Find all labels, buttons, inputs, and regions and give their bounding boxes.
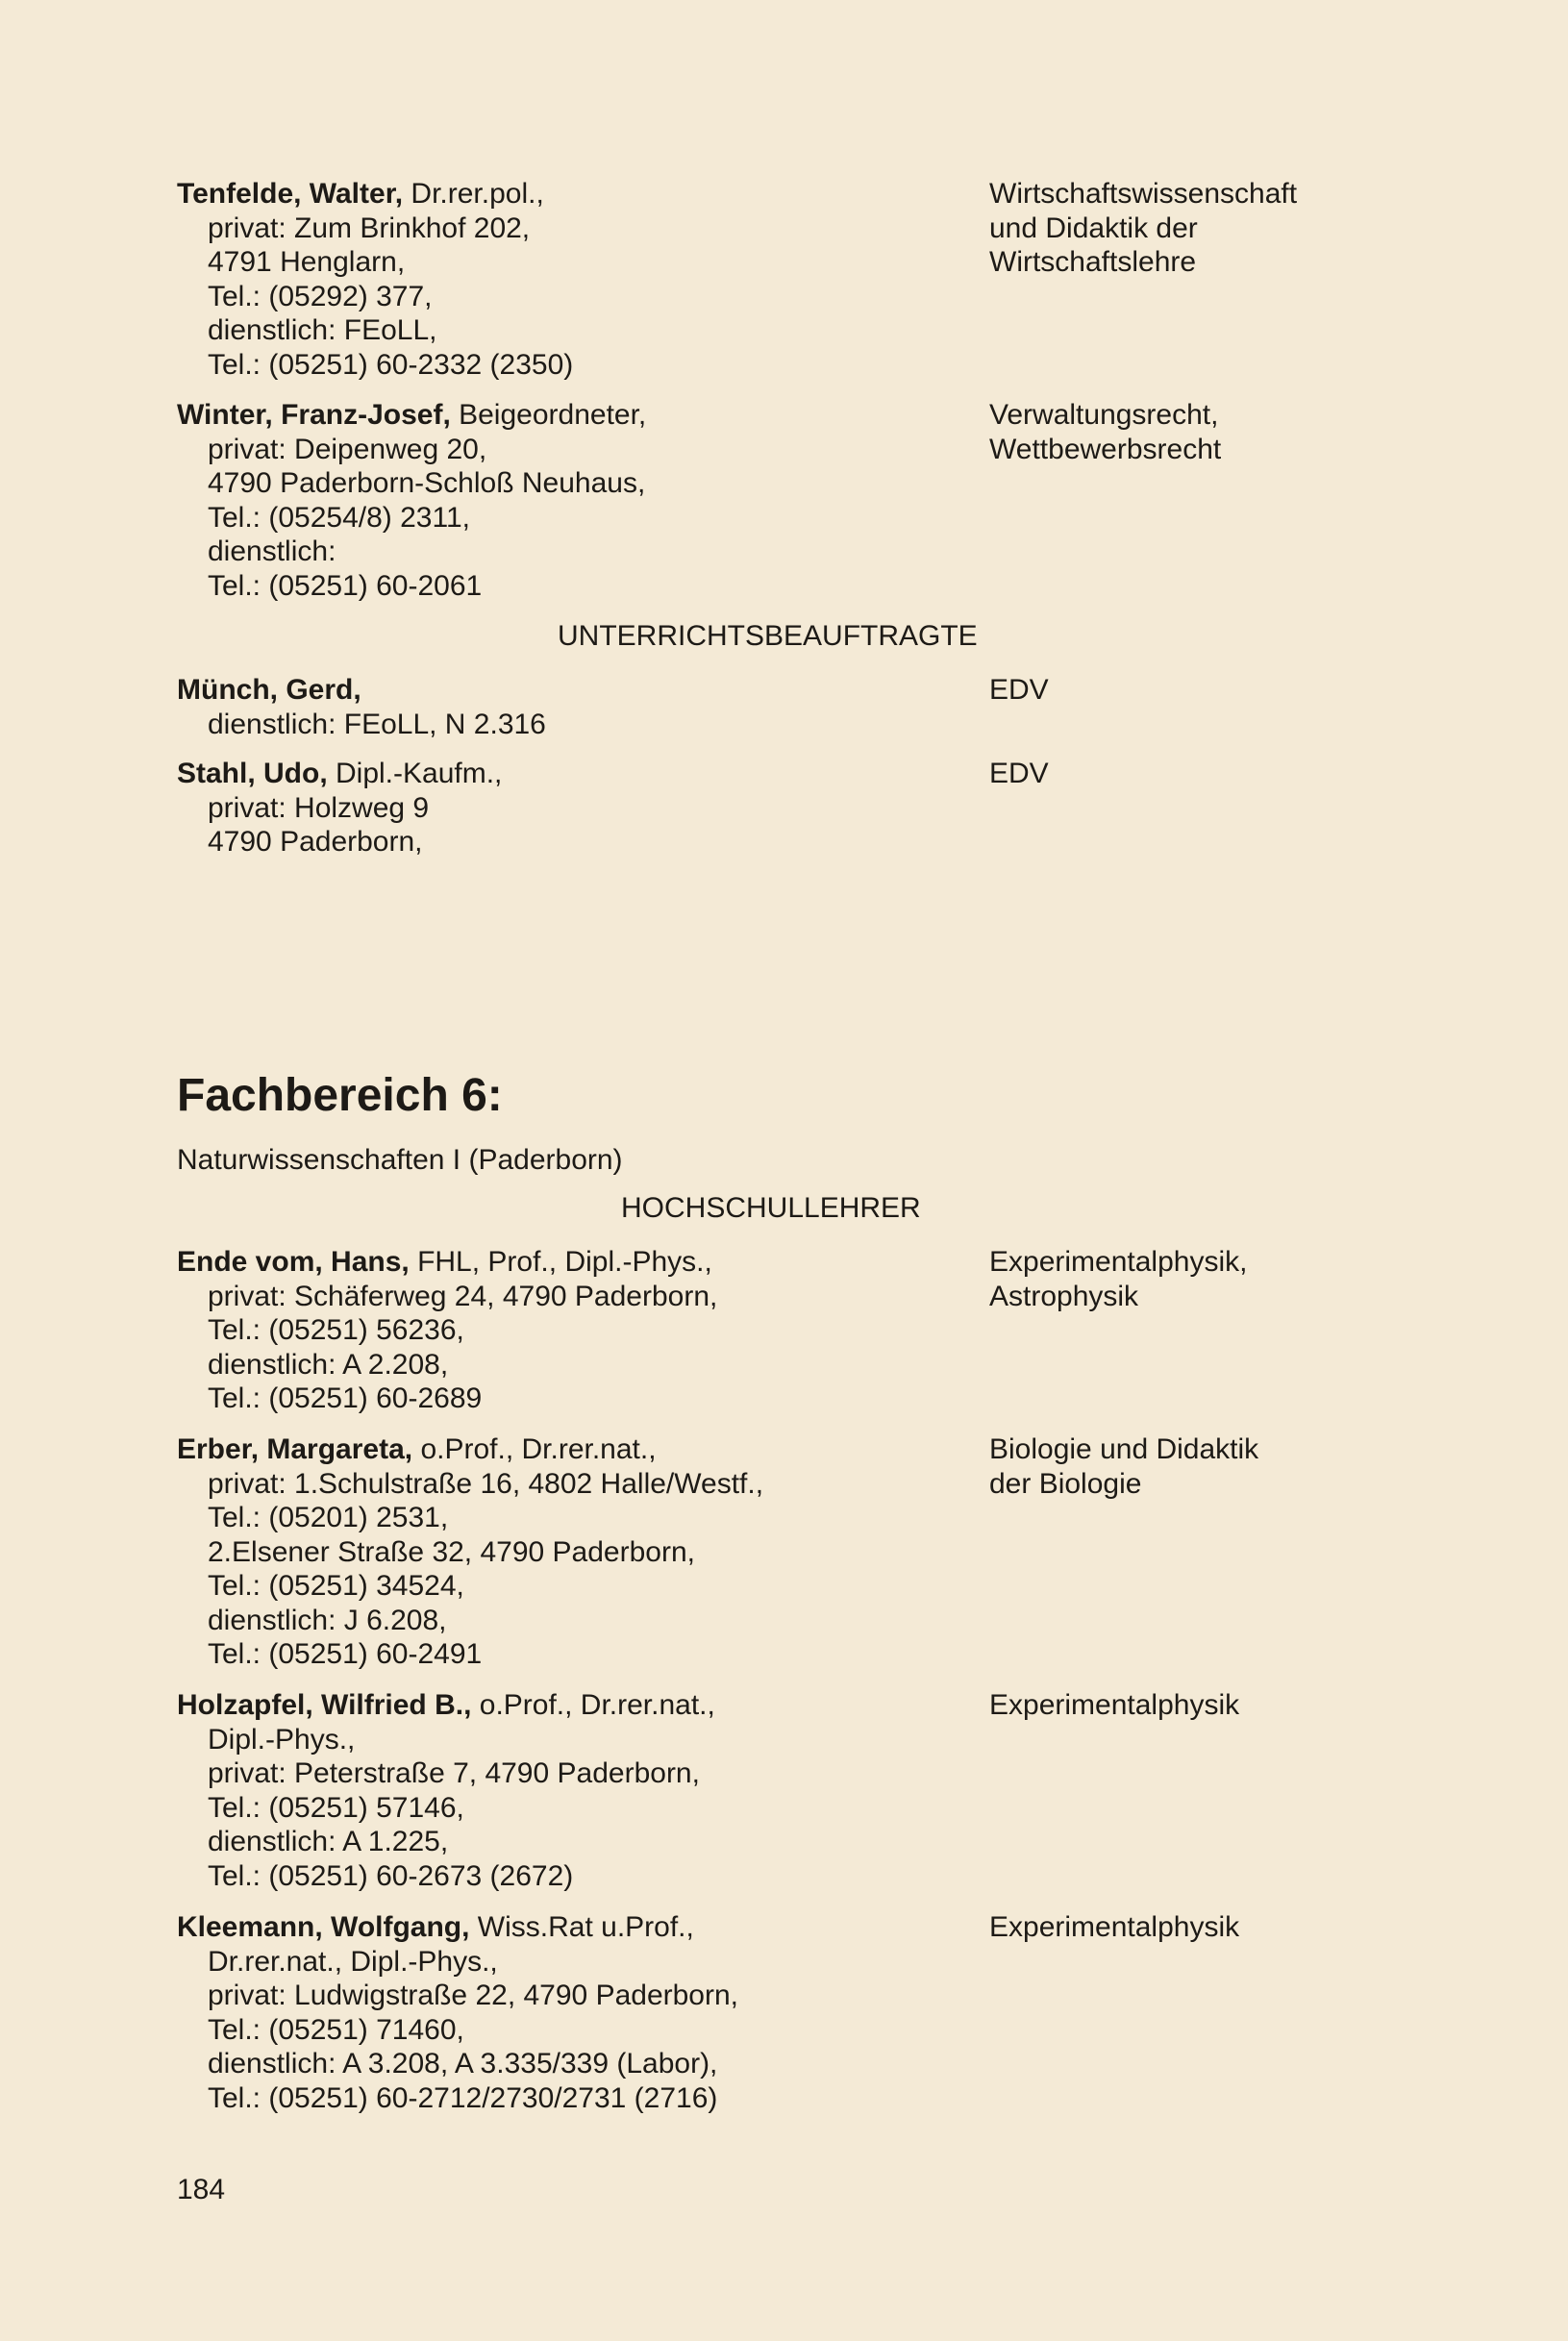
entry-line: Dipl.-Phys., — [208, 1723, 356, 1756]
entry-line: Tel.: (05292) 377, — [208, 280, 433, 312]
entry-name-line — [177, 673, 965, 708]
subject-line: EDV — [989, 758, 1049, 789]
entry-line: 4790 Paderborn, — [208, 826, 423, 858]
entry-line: Dr.rer.nat., Dipl.-Phys., — [208, 1945, 498, 1978]
entry-line: dienstlich: J 6.208, — [208, 1604, 447, 1636]
subject-line: Biologie und Didaktik — [989, 1433, 1259, 1465]
subject-line: Experimentalphysik — [989, 1911, 1240, 1943]
entry-name: Tenfelde, Walter, — [177, 178, 404, 210]
entry-line: 4790 Paderborn-Schloß Neuhaus, — [208, 467, 646, 499]
entry-name: Ende vom, Hans, — [177, 1246, 410, 1278]
entry-line: dienstlich: FEoLL, N 2.316 — [208, 708, 546, 740]
entry-title: o.Prof., Dr.rer.nat., — [412, 1433, 657, 1465]
entry-line: Tel.: (05251) 60-2491 — [208, 1638, 483, 1670]
entry-line: Tel.: (05251) 71460, — [208, 2013, 464, 2046]
entry-name-line — [177, 757, 965, 791]
entry-title: Dr.rer.pol., — [403, 178, 544, 210]
entry-details — [177, 398, 965, 603]
entry-line: Tel.: (05251) 34524, — [208, 1570, 464, 1602]
entry-subject — [989, 1910, 1412, 1945]
entry-name-line — [177, 1910, 965, 1945]
page-number: 184 — [177, 2174, 226, 2205]
entry-line: privat: Holzweg 9 — [208, 791, 430, 824]
entry-details — [177, 1910, 965, 2115]
entry-subject — [989, 398, 1412, 466]
entry-line: privat: Schäferweg 24, 4790 Paderborn, — [208, 1280, 718, 1312]
entry-name: Münch, Gerd, — [177, 674, 361, 706]
subject-line: Verwaltungsrecht, — [989, 399, 1219, 431]
entry-subject — [989, 1432, 1412, 1501]
entry-name-line — [177, 1245, 965, 1280]
entry-line: dienstlich: — [208, 535, 336, 567]
entry-subject — [989, 177, 1412, 280]
subject-line: und Didaktik der — [989, 212, 1198, 244]
entry-line: Tel.: (05251) 60-2712/2730/2731 (2716) — [208, 2081, 718, 2114]
entry-details — [177, 177, 965, 382]
entry-line: Tel.: (05251) 60-2332 (2350) — [208, 348, 574, 381]
entry-details — [177, 1245, 965, 1416]
entry-subject — [989, 1688, 1412, 1723]
entry-line: Tel.: (05254/8) 2311, — [208, 501, 470, 534]
entry-line: Tel.: (05251) 56236, — [208, 1314, 464, 1346]
entry-name-line — [177, 398, 965, 433]
entry-line: privat: Ludwigstraße 22, 4790 Paderborn, — [208, 1980, 738, 2011]
section-heading-unterrichtsbeauftragte: UNTERRICHTSBEAUFTRAGTE — [558, 620, 978, 652]
subject-line: Wettbewerbsrecht — [989, 433, 1222, 465]
entry-line: privat: Deipenweg 20, — [208, 433, 487, 465]
entry-title: Wiss.Rat u.Prof., — [469, 1911, 694, 1943]
entry-name: Erber, Margareta, — [177, 1433, 413, 1465]
subject-line: Astrophysik — [989, 1280, 1139, 1312]
section-heading-hochschullehrer: HOCHSCHULLEHRER — [621, 1192, 921, 1224]
entry-line: dienstlich: A 1.225, — [208, 1826, 449, 1857]
subject-line: Wirtschaftswissenschaft — [989, 178, 1298, 210]
entry-details — [177, 1432, 965, 1672]
entry-line: privat: Peterstraße 7, 4790 Paderborn, — [208, 1757, 700, 1789]
entry-line: privat: Zum Brinkhof 202, — [208, 212, 531, 244]
entry-subject — [989, 757, 1412, 791]
section-subtitle: Naturwissenschaften I (Paderborn) — [177, 1144, 623, 1176]
entry-name: Winter, Franz-Josef, — [177, 399, 451, 431]
subject-line: der Biologie — [989, 1467, 1142, 1500]
entry-line: Tel.: (05251) 60-2061 — [208, 569, 483, 602]
entry-line: privat: 1.Schulstraße 16, 4802 Halle/Westf., — [208, 1467, 764, 1500]
subject-line: Experimentalphysik, — [989, 1246, 1248, 1278]
entry-title: Dipl.-Kaufm., — [327, 758, 503, 789]
entry-name-line — [177, 1432, 965, 1467]
entry-line: dienstlich: A 3.208, A 3.335/339 (Labor), — [208, 2048, 718, 2080]
entry-name: Holzapfel, Wilfried B., — [177, 1689, 472, 1721]
subject-line: Wirtschaftslehre — [989, 246, 1197, 278]
entry-details — [177, 673, 965, 741]
entry-name-line — [177, 177, 965, 212]
entry-line: Tel.: (05251) 60-2689 — [208, 1382, 483, 1414]
entry-subject — [989, 1245, 1412, 1313]
subject-line: Experimentalphysik — [989, 1689, 1240, 1721]
entry-subject — [989, 673, 1412, 708]
entry-title: FHL, Prof., Dipl.-Phys., — [409, 1246, 712, 1278]
subject-line: EDV — [989, 674, 1049, 706]
entry-name: Kleemann, Wolfgang, — [177, 1911, 470, 1943]
entry-name-line — [177, 1688, 965, 1723]
entry-title: Beigeordneter, — [450, 399, 647, 431]
entry-name: Stahl, Udo, — [177, 758, 328, 789]
entry-title: o.Prof., Dr.rer.nat., — [471, 1689, 715, 1721]
entry-line: dienstlich: FEoLL, — [208, 314, 437, 346]
entry-line: Tel.: (05201) 2531, — [208, 1502, 449, 1533]
entry-line: 2.Elsener Straße 32, 4790 Paderborn, — [208, 1535, 695, 1568]
entry-line: Tel.: (05251) 57146, — [208, 1791, 464, 1824]
entry-details — [177, 757, 965, 859]
entry-line: Tel.: (05251) 60-2673 (2672) — [208, 1859, 574, 1892]
section-title: Fachbereich 6: — [177, 1070, 503, 1121]
entry-details — [177, 1688, 965, 1893]
entry-line: 4791 Henglarn, — [208, 246, 406, 278]
entry-line: dienstlich: A 2.208, — [208, 1348, 449, 1381]
